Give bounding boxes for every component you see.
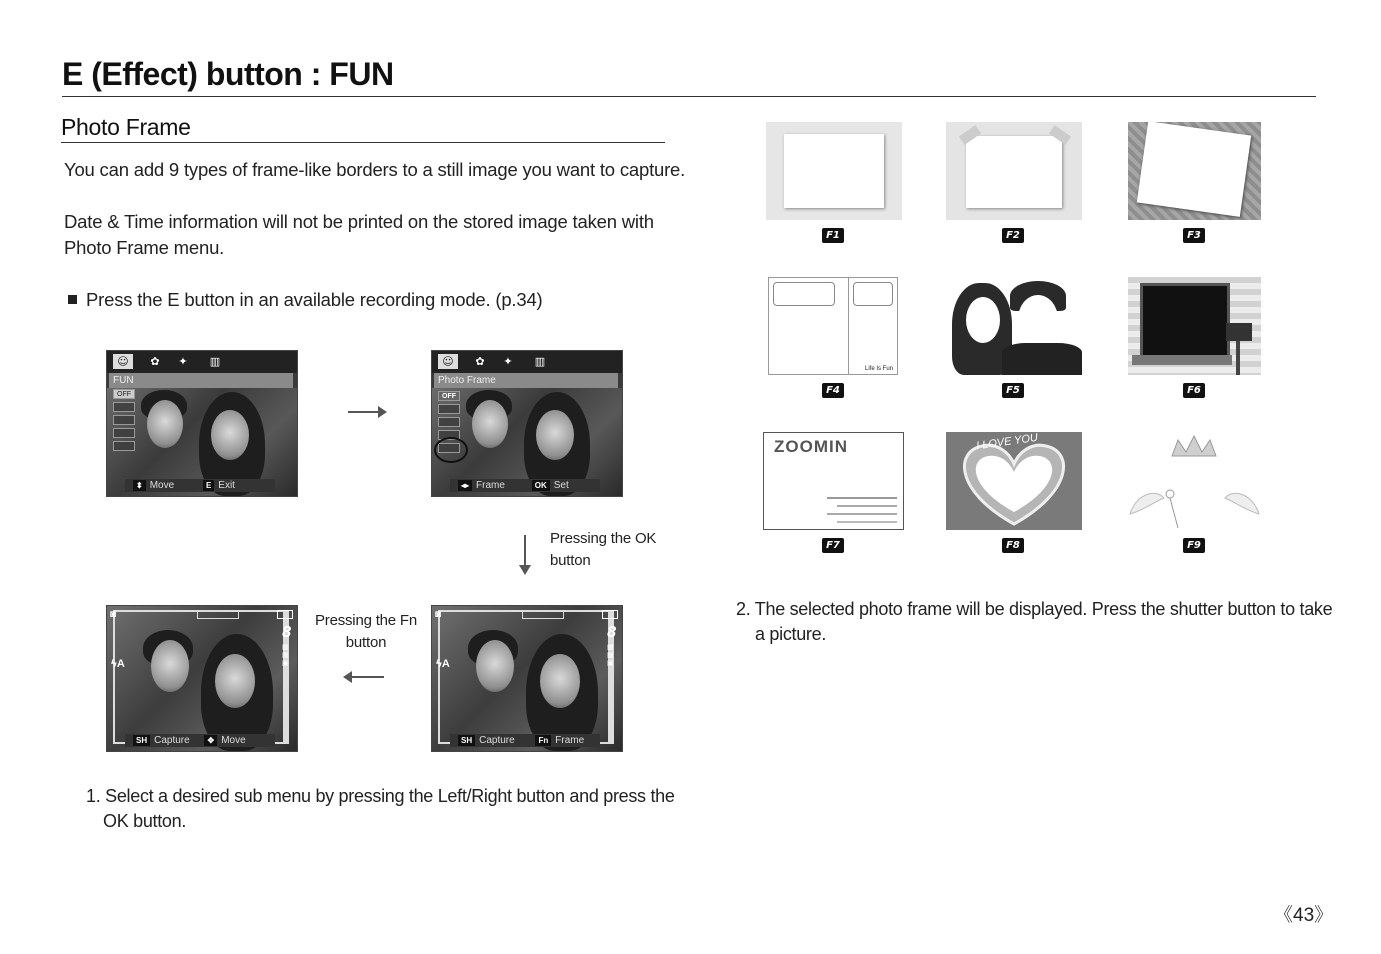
frame-thumbnail-f4 bbox=[768, 277, 898, 375]
camera-screen-fun-menu bbox=[106, 350, 298, 497]
battery-icon bbox=[277, 610, 293, 619]
shots-remaining: 8 bbox=[607, 624, 616, 641]
frame-label-f5 bbox=[1002, 383, 1024, 398]
frame-label-f8: F8 bbox=[1002, 538, 1024, 553]
screen-button-bar bbox=[125, 734, 275, 747]
submenu-item bbox=[113, 415, 135, 425]
menu-tab-bar bbox=[107, 351, 297, 373]
frame-thumbnail-f2 bbox=[946, 122, 1082, 220]
screen-button-bar bbox=[450, 734, 600, 747]
arrowhead-down-icon bbox=[519, 565, 531, 575]
frame-label-f1: F1 bbox=[822, 228, 844, 243]
screen-button-bar bbox=[125, 479, 275, 492]
e-key: E bbox=[203, 480, 214, 491]
submenu-item bbox=[438, 404, 460, 414]
quality-icon: ▦ ▦ ▣ bbox=[282, 644, 289, 667]
piano-icon: ▥ bbox=[534, 355, 546, 368]
frame-thumbnail-f3 bbox=[1128, 122, 1261, 220]
submenu-item bbox=[113, 428, 135, 438]
frame-thumbnail-f6 bbox=[1128, 277, 1261, 375]
page-title: E (Effect) button : FUN bbox=[62, 56, 394, 92]
camera-screen-framed-preview-move bbox=[106, 605, 298, 752]
submenu-item bbox=[438, 417, 460, 427]
capture-label: Capture bbox=[479, 735, 515, 746]
piano-icon: ▥ bbox=[209, 355, 221, 368]
frame-label-f5-text: F5 bbox=[1006, 385, 1020, 396]
move-key: ✥ bbox=[204, 735, 217, 746]
photo-frame-overlay bbox=[113, 610, 289, 744]
frame-label-f2: F2 bbox=[1002, 228, 1024, 243]
frame-thumbnail-f1 bbox=[766, 122, 902, 220]
smile-icon: ☺ bbox=[113, 354, 133, 369]
submenu-item bbox=[113, 441, 135, 451]
screen-button-bar bbox=[450, 479, 600, 492]
frame-label: Frame bbox=[555, 735, 585, 746]
zoom-bar bbox=[197, 611, 239, 619]
fun-submenu-list bbox=[113, 389, 135, 455]
title-divider bbox=[62, 96, 1316, 97]
ok-key: OK bbox=[532, 480, 550, 491]
fn-key: Fn bbox=[535, 735, 551, 746]
frame-thumbnail-f5 bbox=[946, 277, 1082, 375]
left-right-key: ◂▸ bbox=[458, 480, 472, 491]
frame-label-f4: F4 bbox=[822, 383, 844, 398]
shutter-key: SH bbox=[458, 735, 475, 746]
shots-remaining: 8 bbox=[282, 624, 291, 641]
effect-wand-icon: ✦ bbox=[178, 355, 188, 368]
bullet-square-icon bbox=[68, 295, 77, 304]
move-key: ⬍ bbox=[133, 480, 146, 491]
frame-thumbnail-f9 bbox=[1128, 432, 1261, 530]
frame-label-f6: F6 bbox=[1183, 383, 1205, 398]
battery-icon bbox=[602, 610, 618, 619]
camera-screen-photo-frame-menu bbox=[431, 350, 623, 497]
smile-icon: ☺ bbox=[438, 354, 458, 369]
submenu-item bbox=[113, 402, 135, 412]
page-number: 《43》 bbox=[1274, 905, 1334, 926]
frame-f8-text: I LOVE YOU bbox=[975, 432, 1039, 453]
arrowhead-right-icon bbox=[378, 406, 387, 418]
caption-pressing-fn: Pressing the Fn button bbox=[314, 612, 418, 651]
photo-frame-overlay bbox=[438, 610, 614, 744]
section-title: Photo Frame bbox=[61, 114, 191, 140]
arrow-down-icon bbox=[524, 535, 526, 567]
frame-label-f9: F9 bbox=[1183, 538, 1205, 553]
camera-mode-icon: ◙ bbox=[110, 609, 117, 620]
zoom-bar bbox=[522, 611, 564, 619]
move-label: Move bbox=[221, 735, 246, 746]
selection-circle bbox=[434, 437, 468, 463]
move-label: Move bbox=[149, 480, 175, 491]
bullet-text: Press the E button in an available recording mode. (p.34) bbox=[86, 289, 543, 310]
palette-icon: ✿ bbox=[475, 355, 485, 368]
flash-icon: ϟA bbox=[111, 658, 125, 670]
menu-title: FUN bbox=[109, 373, 293, 388]
frame-f4-caption: Life Is Fun bbox=[864, 366, 893, 372]
frame-thumbnail-f8 bbox=[946, 432, 1082, 530]
frame-thumbnail-f7 bbox=[763, 432, 904, 530]
capture-label: Capture bbox=[154, 735, 190, 746]
instruction-bullet bbox=[68, 287, 543, 313]
quality-icon: ▦ ▦ ▣ bbox=[607, 644, 614, 667]
crown-wings-graphic bbox=[1128, 432, 1261, 530]
palette-icon: ✿ bbox=[150, 355, 160, 368]
section-divider bbox=[61, 142, 665, 143]
arrow-left-icon bbox=[352, 676, 384, 678]
effect-wand-icon: ✦ bbox=[503, 355, 513, 368]
frame-f7-logo: ZOOMIN bbox=[774, 437, 848, 456]
frame-label-f3: F3 bbox=[1183, 228, 1205, 243]
caption-pressing-ok: Pressing the OK button bbox=[550, 530, 657, 569]
submenu-off: OFF bbox=[113, 389, 135, 399]
menu-tab-bar bbox=[432, 351, 622, 373]
flash-icon: ϟA bbox=[436, 658, 450, 670]
shutter-key: SH bbox=[133, 735, 150, 746]
note-text: Date & Time information will not be printed on the stored image taken with Photo Frame menu. bbox=[64, 211, 654, 258]
frame-label-f7: F7 bbox=[822, 538, 844, 553]
camera-screen-framed-preview bbox=[431, 605, 623, 752]
exit-label: Exit bbox=[218, 480, 235, 491]
arrowhead-left-icon bbox=[343, 671, 352, 683]
intro-text: You can add 9 types of frame-like borders to a still image you want to capture. bbox=[64, 159, 686, 180]
menu-title: Photo Frame bbox=[434, 373, 618, 388]
frame-label: Frame bbox=[476, 480, 505, 491]
camera-mode-icon: ◙ bbox=[435, 609, 442, 620]
step-1-text: 1. Select a desired sub menu by pressing the Left/Right button and press the OK button. bbox=[86, 786, 675, 831]
set-label: Set bbox=[553, 480, 569, 491]
submenu-off: OFF bbox=[438, 391, 460, 401]
step-2-text: 2. The selected photo frame will be displayed. Press the shutter button to take a picture. bbox=[736, 599, 1333, 644]
